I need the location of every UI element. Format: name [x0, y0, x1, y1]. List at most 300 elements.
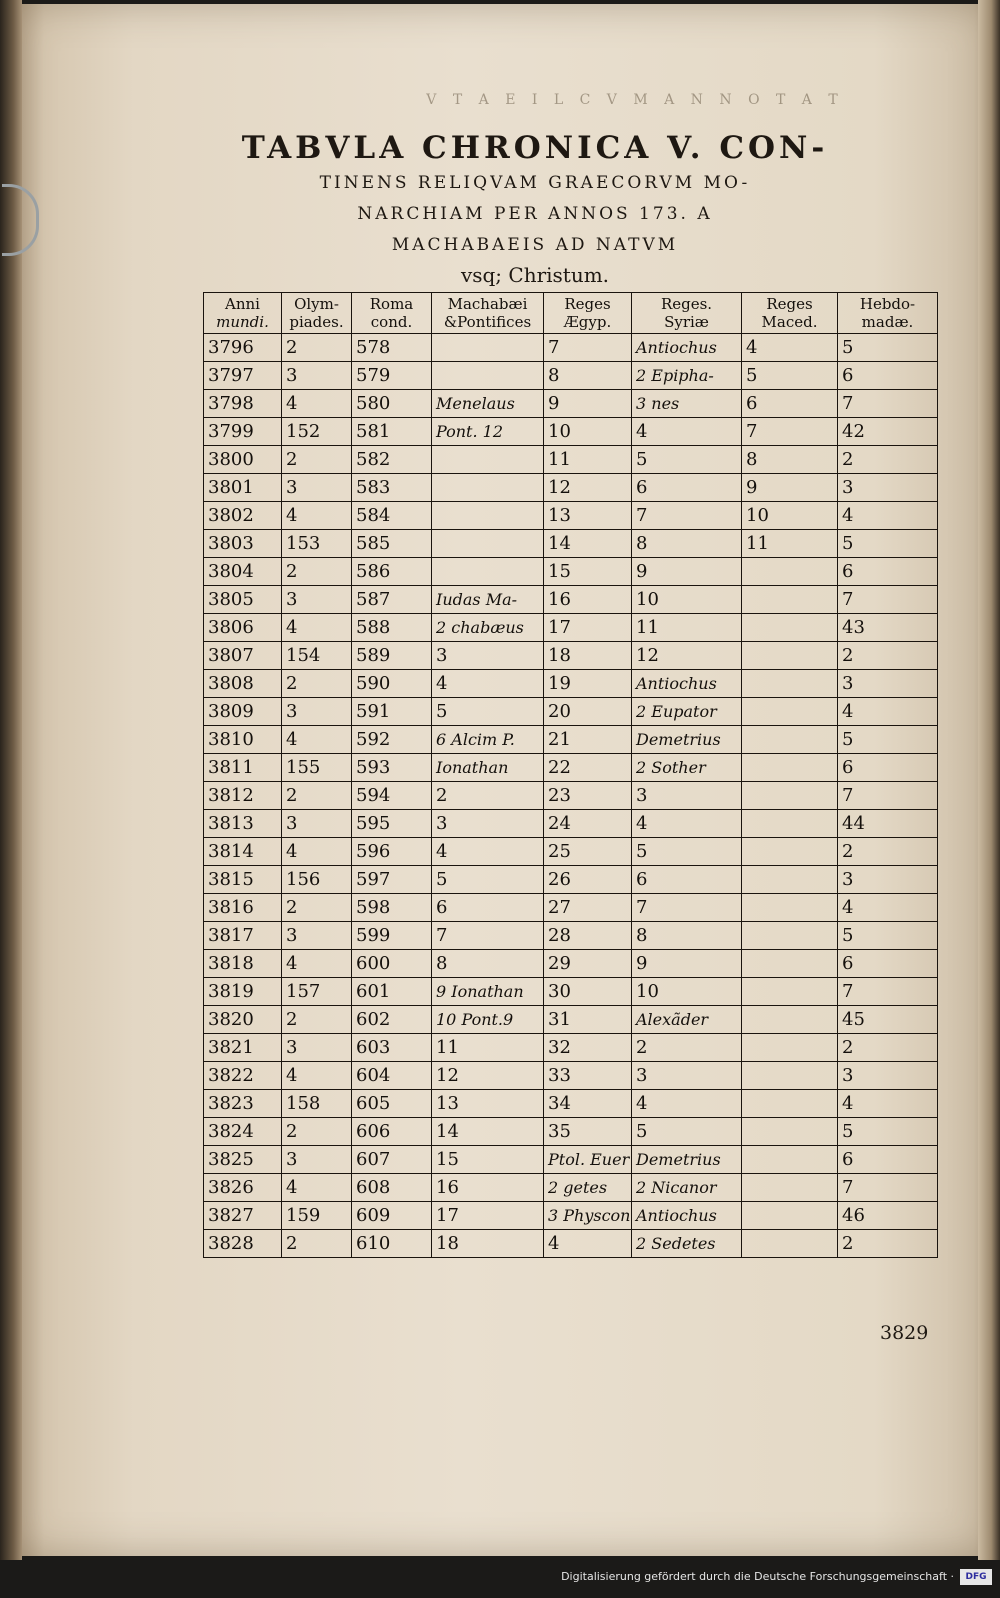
table-cell: 3806 — [204, 614, 282, 642]
column-header-line: Reges. — [660, 295, 713, 313]
table-cell: 3798 — [204, 390, 282, 418]
table-cell: 3 — [282, 698, 352, 726]
table-cell: 3 — [632, 1062, 742, 1090]
table-cell: 5 — [632, 1118, 742, 1146]
table-cell: 4 — [282, 726, 352, 754]
title-line-4: MACHABAEIS AD NATVM — [391, 235, 679, 255]
table-cell: 3828 — [204, 1230, 282, 1258]
table-cell: 3802 — [204, 502, 282, 530]
page-edge — [978, 0, 1000, 1560]
table-cell: 3 — [432, 810, 544, 838]
table-cell: 3818 — [204, 950, 282, 978]
table-cell: 16 — [432, 1174, 544, 1202]
table-cell: 7 — [838, 978, 938, 1006]
table-cell: 10 — [742, 502, 838, 530]
table-cell: 6 — [838, 1146, 938, 1174]
title-line-5: vsq; Christum. — [460, 263, 610, 287]
table-cell: 5 — [432, 866, 544, 894]
column-header-line: madæ. — [861, 313, 914, 331]
table-cell: 21 — [544, 726, 632, 754]
table-cell — [742, 726, 838, 754]
table-cell: 586 — [352, 558, 432, 586]
table-cell: Menelaus — [432, 390, 544, 418]
table-cell: 5 — [742, 362, 838, 390]
table-cell: 3805 — [204, 586, 282, 614]
table-cell: 9 — [742, 474, 838, 502]
table-row — [204, 614, 938, 642]
table-cell: 4 — [282, 1174, 352, 1202]
table-cell: 5 — [838, 1118, 938, 1146]
table-cell — [432, 530, 544, 558]
table-cell: 4 — [632, 1090, 742, 1118]
table-cell: 2 Nicanor — [632, 1174, 742, 1202]
table-cell: 9 Ionathan — [432, 978, 544, 1006]
table-cell: 3 nes — [632, 390, 742, 418]
table-cell: 6 — [742, 390, 838, 418]
catchword: 3829 — [880, 1322, 929, 1344]
table-cell: 3824 — [204, 1118, 282, 1146]
table-cell: 4 — [432, 838, 544, 866]
table-cell: 12 — [632, 642, 742, 670]
column-header-line: Roma — [369, 295, 414, 313]
column-header — [544, 293, 632, 334]
table-cell: 3817 — [204, 922, 282, 950]
table-cell: 5 — [838, 726, 938, 754]
table-cell — [432, 446, 544, 474]
table-cell: 158 — [282, 1090, 352, 1118]
table-cell: 6 — [632, 866, 742, 894]
table-cell — [742, 698, 838, 726]
table-cell: 30 — [544, 978, 632, 1006]
column-header-line: Syriæ — [664, 313, 709, 331]
table-cell: 24 — [544, 810, 632, 838]
table-cell: 2 — [282, 1118, 352, 1146]
table-cell: 7 — [742, 418, 838, 446]
table-cell: 25 — [544, 838, 632, 866]
column-header-line: Anni — [225, 295, 260, 313]
table-cell — [742, 1090, 838, 1118]
table-cell: 8 — [742, 446, 838, 474]
running-head: V T A E I L C V M A N N O T A T — [426, 92, 844, 108]
column-header-line: piades. — [289, 313, 344, 331]
table-cell: 11 — [742, 530, 838, 558]
table-cell: 606 — [352, 1118, 432, 1146]
table-cell: 3814 — [204, 838, 282, 866]
table-cell: 3796 — [204, 334, 282, 362]
table-cell: 2 — [282, 558, 352, 586]
table-cell: 2 Epipha- — [632, 362, 742, 390]
title-line-1: TABVLA CHRONICA V. CON- — [241, 130, 829, 166]
table-cell — [742, 922, 838, 950]
table-row — [204, 502, 938, 530]
table-row — [204, 642, 938, 670]
column-header — [282, 293, 352, 334]
table-cell: 579 — [352, 362, 432, 390]
table-cell — [742, 950, 838, 978]
table-row — [204, 726, 938, 754]
table-cell: 3827 — [204, 1202, 282, 1230]
table-cell: 27 — [544, 894, 632, 922]
table-cell — [742, 1034, 838, 1062]
table-cell: 3801 — [204, 474, 282, 502]
table-cell: 11 — [632, 614, 742, 642]
table-cell: 17 — [544, 614, 632, 642]
table-row — [204, 1202, 938, 1230]
table-cell: 5 — [432, 698, 544, 726]
page-title — [210, 128, 860, 289]
table-cell: 587 — [352, 586, 432, 614]
table-cell: 3 — [282, 586, 352, 614]
table-cell: 159 — [282, 1202, 352, 1230]
table-cell: 3820 — [204, 1006, 282, 1034]
table-cell: 15 — [544, 558, 632, 586]
table-cell: 10 — [632, 978, 742, 1006]
table-cell: 4 — [742, 334, 838, 362]
table-cell: 5 — [838, 530, 938, 558]
table-cell: 3823 — [204, 1090, 282, 1118]
table-cell — [742, 1146, 838, 1174]
table-cell: 4 — [544, 1230, 632, 1258]
table-row — [204, 782, 938, 810]
table-cell: 609 — [352, 1202, 432, 1230]
table-row — [204, 922, 938, 950]
table-cell: 7 — [432, 922, 544, 950]
table-cell: 3804 — [204, 558, 282, 586]
table-cell: 28 — [544, 922, 632, 950]
table-cell: 29 — [544, 950, 632, 978]
table-cell: 2 Sedetes — [632, 1230, 742, 1258]
table-cell: 7 — [632, 894, 742, 922]
table-cell: 2 — [282, 1006, 352, 1034]
table-cell: 2 — [838, 642, 938, 670]
column-header — [432, 293, 544, 334]
table-cell: Ionathan — [432, 754, 544, 782]
table-cell — [742, 1118, 838, 1146]
table-cell: 19 — [544, 670, 632, 698]
table-row — [204, 866, 938, 894]
table-cell — [742, 810, 838, 838]
table-cell: 42 — [838, 418, 938, 446]
column-header-line: Maced. — [761, 313, 818, 331]
table-cell: 3812 — [204, 782, 282, 810]
table-cell — [742, 586, 838, 614]
table-cell: 4 — [282, 390, 352, 418]
table-cell: 591 — [352, 698, 432, 726]
table-cell: 2 chabæus — [432, 614, 544, 642]
title-line-3: NARCHIAM PER ANNOS 173. A — [357, 204, 713, 224]
table-cell: 6 — [632, 474, 742, 502]
table-cell: 3819 — [204, 978, 282, 1006]
table-cell: 13 — [432, 1090, 544, 1118]
table-cell: Antiochus — [632, 1202, 742, 1230]
table-cell: 5 — [632, 838, 742, 866]
column-header-line: Hebdo- — [859, 295, 916, 313]
table-cell — [742, 614, 838, 642]
table-cell: 3800 — [204, 446, 282, 474]
table-cell: 3797 — [204, 362, 282, 390]
table-cell: 13 — [544, 502, 632, 530]
table-cell: 3 — [282, 922, 352, 950]
table-cell: 2 — [838, 1230, 938, 1258]
table-cell: 3809 — [204, 698, 282, 726]
table-cell: 3807 — [204, 642, 282, 670]
table-cell: 10 Pont.9 — [432, 1006, 544, 1034]
table-cell: 3808 — [204, 670, 282, 698]
table-row — [204, 950, 938, 978]
table-cell: 4 — [632, 418, 742, 446]
table-cell — [742, 558, 838, 586]
table-cell: 584 — [352, 502, 432, 530]
table-cell — [742, 1062, 838, 1090]
table-cell: 3816 — [204, 894, 282, 922]
table-cell: 18 — [432, 1230, 544, 1258]
footer-bar — [0, 1560, 1000, 1598]
table-cell: 3803 — [204, 530, 282, 558]
table-cell: 6 — [838, 950, 938, 978]
table-cell: 610 — [352, 1230, 432, 1258]
table-cell: 20 — [544, 698, 632, 726]
table-cell — [742, 1174, 838, 1202]
table-cell: 16 — [544, 586, 632, 614]
table-cell — [742, 642, 838, 670]
table-cell — [742, 754, 838, 782]
table-cell: Ptol. Euer — [544, 1146, 632, 1174]
table-row — [204, 838, 938, 866]
table-cell: 4 — [282, 502, 352, 530]
table-cell: 588 — [352, 614, 432, 642]
table-cell: 6 — [838, 754, 938, 782]
table-cell: 2 — [282, 446, 352, 474]
column-header — [204, 293, 282, 334]
table-cell: 44 — [838, 810, 938, 838]
table-cell: 7 — [544, 334, 632, 362]
title-line-2: TINENS RELIQVAM GRAECORVM MO- — [319, 173, 751, 193]
table-cell: 2 — [282, 670, 352, 698]
table-row — [204, 698, 938, 726]
table-cell: 32 — [544, 1034, 632, 1062]
table-cell: 34 — [544, 1090, 632, 1118]
table-cell: 2 — [282, 334, 352, 362]
table-cell: 602 — [352, 1006, 432, 1034]
table-cell: Pont. 12 — [432, 418, 544, 446]
table-cell: 3 Physcon — [544, 1202, 632, 1230]
table-cell: 593 — [352, 754, 432, 782]
table-cell: 4 — [838, 502, 938, 530]
table-cell: Iudas Ma- — [432, 586, 544, 614]
table-cell: 3 — [838, 1062, 938, 1090]
footer-text: Digitalisierung gefördert durch die Deutsche Forschungsgemeinschaft · — [561, 1570, 954, 1583]
table-cell: 5 — [838, 334, 938, 362]
table-row — [204, 474, 938, 502]
table-cell — [742, 1006, 838, 1034]
table-cell: 6 Alcim P. — [432, 726, 544, 754]
table-cell: 585 — [352, 530, 432, 558]
table-cell: 10 — [632, 586, 742, 614]
table-cell: 15 — [432, 1146, 544, 1174]
table-cell: 22 — [544, 754, 632, 782]
table-cell: 595 — [352, 810, 432, 838]
table-cell: 9 — [632, 558, 742, 586]
table-cell: 31 — [544, 1006, 632, 1034]
table-cell: 14 — [544, 530, 632, 558]
table-cell: 8 — [432, 950, 544, 978]
table-cell: 14 — [432, 1118, 544, 1146]
table-cell: 11 — [544, 446, 632, 474]
table-cell: 582 — [352, 446, 432, 474]
table-cell: 45 — [838, 1006, 938, 1034]
column-header-line: Reges — [564, 295, 611, 313]
column-header — [838, 293, 938, 334]
table-cell: 4 — [838, 698, 938, 726]
table-cell — [742, 670, 838, 698]
dfg-logo: DFG — [960, 1569, 992, 1585]
table-cell: 8 — [544, 362, 632, 390]
table-cell: 600 — [352, 950, 432, 978]
column-header-line: &Pontifices — [443, 313, 532, 331]
table-cell: 2 Sother — [632, 754, 742, 782]
table-row — [204, 586, 938, 614]
table-row — [204, 1230, 938, 1258]
table-cell: 10 — [544, 418, 632, 446]
table-row — [204, 1090, 938, 1118]
table-cell — [432, 334, 544, 362]
table-cell: 3 — [282, 474, 352, 502]
table-cell: Alexãder — [632, 1006, 742, 1034]
table-row — [204, 1146, 938, 1174]
table-cell: 12 — [432, 1062, 544, 1090]
table-cell: 35 — [544, 1118, 632, 1146]
table-row — [204, 1034, 938, 1062]
table-cell — [742, 894, 838, 922]
table-cell: 17 — [432, 1202, 544, 1230]
table-cell: Demetrius — [632, 1146, 742, 1174]
table-cell: 2 — [282, 894, 352, 922]
table-cell: 3826 — [204, 1174, 282, 1202]
table-row — [204, 978, 938, 1006]
table-cell: Demetrius — [632, 726, 742, 754]
table-cell: 7 — [632, 502, 742, 530]
table-cell: 9 — [544, 390, 632, 418]
table-cell: 2 — [838, 1034, 938, 1062]
table-row — [204, 418, 938, 446]
table-cell: 155 — [282, 754, 352, 782]
table-cell: 154 — [282, 642, 352, 670]
column-header — [742, 293, 838, 334]
table-cell: 601 — [352, 978, 432, 1006]
table-body — [204, 334, 938, 1258]
table-cell: 3 — [838, 474, 938, 502]
table-cell: 608 — [352, 1174, 432, 1202]
table-cell — [742, 1202, 838, 1230]
table-row — [204, 670, 938, 698]
table-cell: 4 — [432, 670, 544, 698]
column-header-line: Olym- — [294, 295, 339, 313]
column-header — [632, 293, 742, 334]
table-cell: 3 — [282, 362, 352, 390]
table-cell: 33 — [544, 1062, 632, 1090]
table-cell: 5 — [632, 446, 742, 474]
table-row — [204, 894, 938, 922]
table-cell: 3810 — [204, 726, 282, 754]
table-cell: 2 — [838, 446, 938, 474]
table-cell: Antiochus — [632, 670, 742, 698]
table-cell: 9 — [632, 950, 742, 978]
table-cell: 12 — [544, 474, 632, 502]
table-row — [204, 754, 938, 782]
column-header-line: cond. — [370, 313, 413, 331]
table-cell: 4 — [282, 1062, 352, 1090]
table-cell: 8 — [632, 922, 742, 950]
table-cell: 152 — [282, 418, 352, 446]
table-header-row — [204, 293, 938, 334]
table-cell: 7 — [838, 390, 938, 418]
table-cell: 2 — [282, 1230, 352, 1258]
table-cell — [432, 558, 544, 586]
table-cell: 3 — [838, 866, 938, 894]
table-cell: 3799 — [204, 418, 282, 446]
table-cell — [742, 1230, 838, 1258]
table-row — [204, 810, 938, 838]
table-cell: 46 — [838, 1202, 938, 1230]
column-header-line: Machabæi — [447, 295, 528, 313]
table-cell: 4 — [282, 950, 352, 978]
table-row — [204, 1174, 938, 1202]
table-row — [204, 1006, 938, 1034]
table-cell: 3813 — [204, 810, 282, 838]
table-cell: 604 — [352, 1062, 432, 1090]
table-cell: 603 — [352, 1034, 432, 1062]
table-cell — [742, 978, 838, 1006]
table-cell: 2 — [838, 838, 938, 866]
column-header-line: mundi. — [216, 313, 269, 331]
table-row — [204, 1118, 938, 1146]
table-cell: 596 — [352, 838, 432, 866]
table-cell: 4 — [838, 1090, 938, 1118]
table-row — [204, 362, 938, 390]
table-cell: 2 — [632, 1034, 742, 1062]
table-cell: 7 — [838, 1174, 938, 1202]
table-cell: 578 — [352, 334, 432, 362]
table-cell — [432, 502, 544, 530]
table-cell: 3 — [282, 1146, 352, 1174]
table-cell — [742, 866, 838, 894]
table-cell: 156 — [282, 866, 352, 894]
table-row — [204, 446, 938, 474]
table-row — [204, 558, 938, 586]
table-cell: 153 — [282, 530, 352, 558]
column-header — [352, 293, 432, 334]
table-cell: 598 — [352, 894, 432, 922]
table-cell: 6 — [838, 362, 938, 390]
table-cell: 7 — [838, 586, 938, 614]
table-cell: 607 — [352, 1146, 432, 1174]
table-cell: 3 — [282, 1034, 352, 1062]
table-cell: 26 — [544, 866, 632, 894]
table-cell: 6 — [432, 894, 544, 922]
table-cell: 3815 — [204, 866, 282, 894]
table-cell: 2 — [432, 782, 544, 810]
table-cell: 594 — [352, 782, 432, 810]
table-cell: 4 — [632, 810, 742, 838]
table-cell: 11 — [432, 1034, 544, 1062]
table-cell: 3 — [838, 670, 938, 698]
table-cell: 4 — [838, 894, 938, 922]
table-cell: 18 — [544, 642, 632, 670]
chronicle-table — [203, 292, 938, 1258]
table-cell: 4 — [282, 614, 352, 642]
column-header-line: Reges — [766, 295, 813, 313]
table-cell: 2 — [282, 782, 352, 810]
